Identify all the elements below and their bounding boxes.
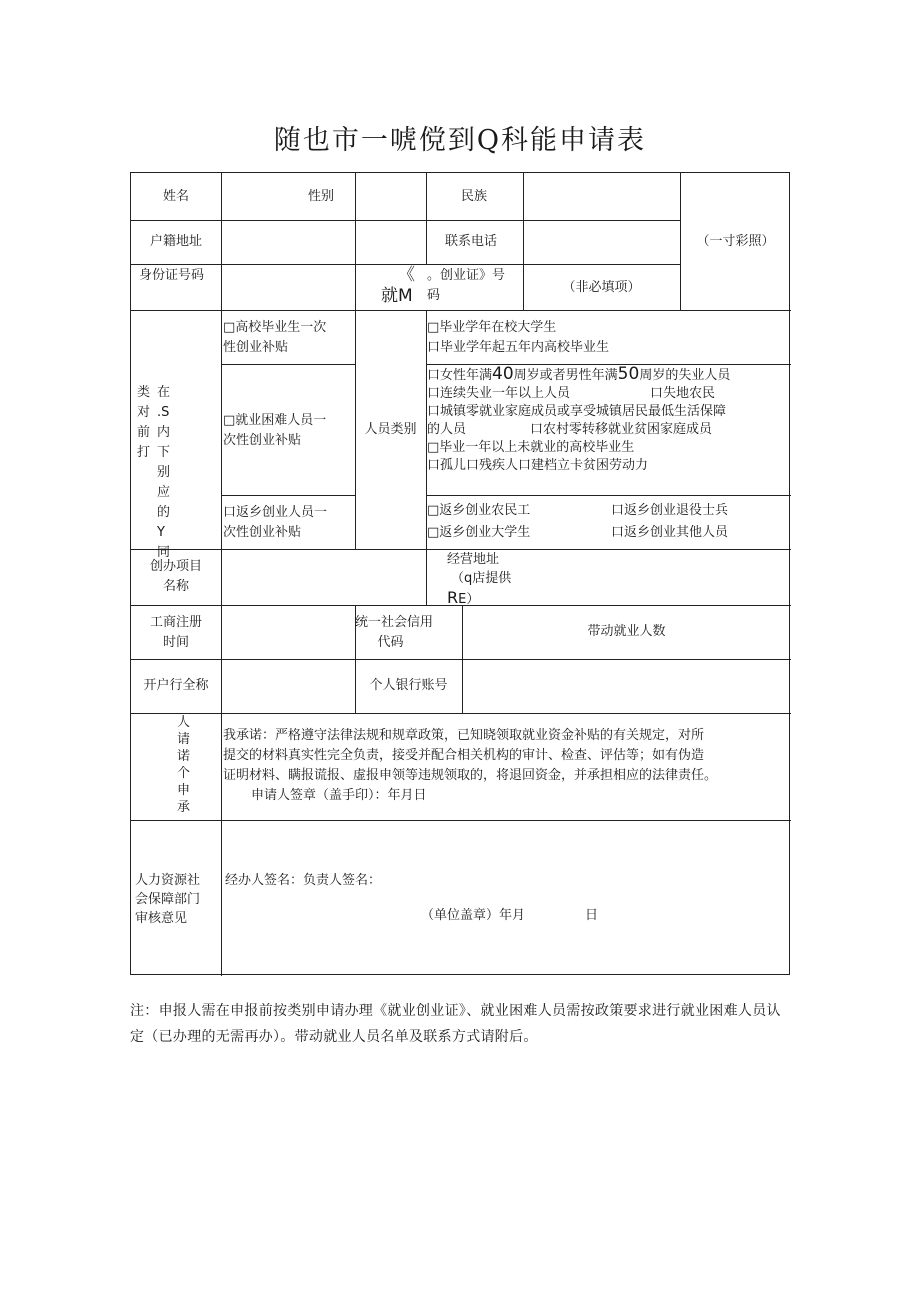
person-options-1	[427, 318, 609, 358]
option-long-unemployed[interactable]: 口连续失业一年以上人员	[427, 386, 571, 401]
registration-time-label: 工商注册 时间	[149, 615, 202, 650]
cert-bracket: 《	[398, 265, 415, 285]
startup-cert-label: 。创业证》号	[427, 268, 506, 283]
subsidy-hardship: □就业困难人员一 次性创业补贴	[223, 413, 327, 448]
promise-side-label: 人 请 诺 个 申 承	[177, 715, 191, 815]
option-age-unemployed[interactable]: 口女性年满40周岁或者男性年满50周岁的失业人员	[427, 364, 731, 384]
subsidy-hardship-checkbox[interactable]: □就业困难人员一	[223, 413, 327, 428]
category-side-col1: 在 .S 内 下 别 应 的 Y 同	[157, 385, 171, 560]
review-signers: 经办人签名：负责人签名：	[225, 873, 382, 888]
bank-account-label: 个人银行账号	[369, 678, 448, 693]
option-unemployed-graduate[interactable]: □毕业一年以上未就业的高校毕业生	[427, 440, 635, 455]
bank-name-label: 开户行全称	[143, 678, 209, 693]
subsidy-returning: 口返乡创业人员一 次性创业补贴	[223, 505, 328, 540]
cert-fragment: 就M	[381, 286, 413, 306]
option-rural-poor-family[interactable]: 口农村零转移就业贫困家庭成员	[530, 422, 713, 437]
subsidy-returning-checkbox[interactable]: 口返乡创业人员一	[223, 505, 328, 520]
person-options-2: 口女性年满40周岁或者男性年满50周岁的失业人员 口连续失业一年以上人员 口失地农民 口城镇零就业家庭成员或享受城镇居民最低生活保障 的人员 口农村零转移就业贫困家庭成员 □毕业一年以上未就业的高校毕业生 口孤儿口残疾人口建档立卡贫困劳动力	[427, 364, 731, 473]
option-orphan-disabled-poor[interactable]: 口孤儿口残疾人口建档立卡贫困劳动力	[427, 458, 649, 473]
subsidy-graduate-checkbox[interactable]: □高校毕业生一次	[223, 320, 327, 335]
gender-label: 性别	[308, 189, 335, 204]
person-type-label: 人员类别	[364, 422, 417, 437]
optional-note: （非必填项）	[562, 280, 641, 295]
promise-text: 我承诺：严格遵守法律法规和规章政策，已知晓领取就业资金补贴的有关规定，对所 提交的材料真实性完全负责，接受并配合相关机构的审计、检查、评估等；如有伪造 证明材料、瞒报谎报、虚报申领等违规领取的，将退回资金，并承担相应的法律责任。 申请人签章（盖手印）：年月日	[223, 726, 717, 806]
startup-cert-label-2: 码	[427, 288, 441, 303]
category-side-col2: 类 对 前 打	[137, 385, 151, 460]
household-address-label: 户籍地址	[149, 234, 202, 249]
project-name-label: 创办项目 名称	[149, 559, 202, 594]
option-returning-other[interactable]: 口返乡创业其他人员	[611, 525, 729, 540]
option-returning-student[interactable]: □返乡创业大学生	[427, 525, 531, 540]
employment-count-label: 带动就业人数	[587, 624, 666, 639]
name-label: 姓名	[162, 189, 189, 204]
ethnicity-label: 民族	[461, 189, 488, 204]
subsidy-graduate: □高校毕业生一次 性创业补贴	[223, 320, 327, 355]
credit-code-label: 统一社会信用 代码	[355, 615, 434, 650]
option-returning-farmer[interactable]: □返乡创业农民工	[427, 503, 531, 518]
application-form-table	[130, 172, 790, 975]
id-number-label: 身份证号码	[139, 268, 205, 283]
photo-label: （一寸彩照）	[696, 234, 775, 249]
phone-label: 联系电话	[445, 234, 498, 249]
option-landless-farmer[interactable]: 口失地农民	[650, 386, 716, 401]
footnote: 注：申报人需在申报前按类别申请办理《就业创业证》、就业困难人员需按政策要求进行就业困难人员认定（已办理的无需再办）。带动就业人员名单及联系方式请附后。	[130, 1003, 781, 1045]
review-label: 人力资源社 会保障部门 审核意见	[135, 873, 201, 926]
review-seal-line: （单位盖章）年月	[421, 908, 526, 923]
option-zero-employment-family[interactable]: 口城镇零就业家庭成员或享受城镇居民最低生活保障	[427, 404, 727, 419]
form-title: 随也市一唬傥到Q科能申请表	[273, 125, 647, 156]
business-address-label: 经营地址 （q店提供 RE）	[447, 552, 512, 607]
option-current-student[interactable]: □毕业学年在校大学生	[427, 320, 557, 335]
option-recent-graduate[interactable]: 口毕业学年起五年内高校毕业生	[427, 340, 610, 355]
applicant-signature-line: 申请人签章（盖手印）：年月日	[251, 788, 427, 803]
option-returning-veteran[interactable]: 口返乡创业退役士兵	[611, 503, 729, 518]
review-day: 日	[585, 908, 599, 923]
